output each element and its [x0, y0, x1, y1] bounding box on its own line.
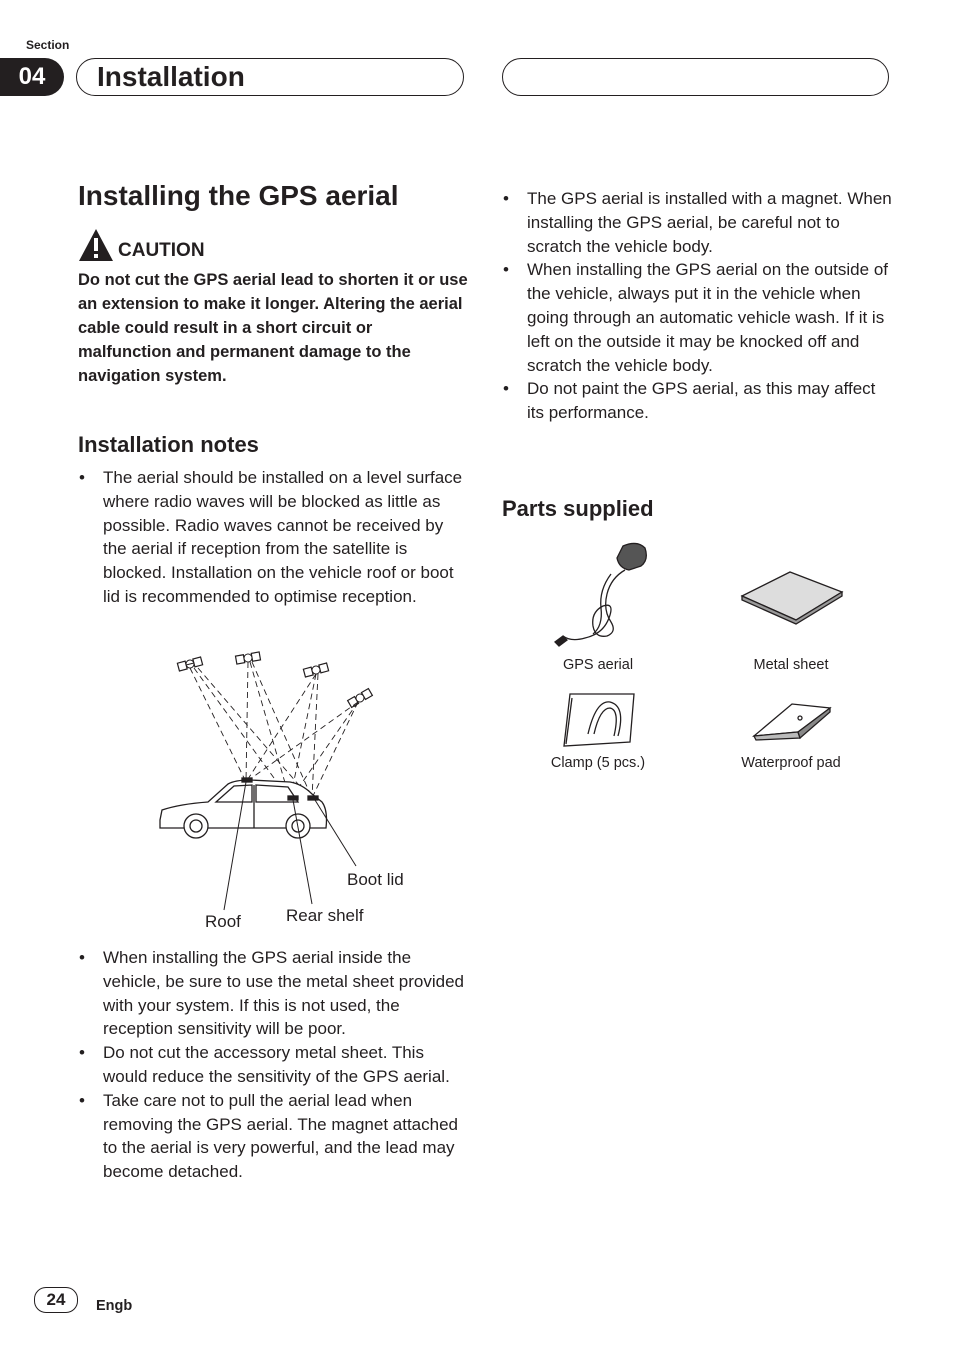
list-item: • When installing the GPS aerial inside the vehicle, be sure to use the metal sheet provided with your system. If this is not used, the reception sensitivity will be poor. — [78, 946, 470, 1041]
section-number-badge: 04 — [0, 58, 64, 96]
gps-aerial-icon — [545, 538, 655, 653]
list-item: • Take care not to pull the aerial lead when removing the GPS aerial. The magnet attached to the aerial is very powerful, and the lead may become detached. — [78, 1089, 470, 1184]
list-item: • The GPS aerial is installed with a magnet. When installing the GPS aerial, be careful not to scratch the vehicle body. — [502, 187, 894, 258]
part-caption-waterproof-pad: Waterproof pad — [741, 755, 841, 771]
page-number: 24 — [34, 1287, 78, 1313]
section-label: Section — [26, 38, 70, 52]
empty-header-box — [502, 58, 889, 96]
caution-heading — [78, 228, 205, 262]
warning-icon — [78, 228, 114, 262]
list-item: • The aerial should be installed on a level surface where radio waves will be blocked as little as possible. Radio waves cannot be received by the aerial if reception from the satellite is blocked. Installation on the vehicle roof or boot lid is recommended to optimise reception. — [78, 466, 470, 609]
part-caption-gps-aerial: GPS aerial — [562, 657, 634, 673]
label-roof: Roof — [205, 912, 241, 931]
installation-notes-heading: Installation notes — [78, 432, 259, 457]
car-icon — [160, 778, 327, 838]
caution-label: CAUTION — [118, 240, 205, 261]
list-item: • Do not paint the GPS aerial, as this may affect its performance. — [502, 377, 894, 425]
chapter-title: Installation — [97, 61, 245, 92]
language-code: Engb — [96, 1298, 133, 1314]
metal-sheet-icon — [738, 568, 848, 638]
chapter-title-box — [76, 58, 464, 96]
parts-supplied-heading: Parts supplied — [502, 496, 654, 521]
clamp-icon — [560, 690, 640, 750]
aerial-notes-list — [502, 187, 894, 425]
satellite-icon — [348, 689, 373, 708]
installation-notes-list-continued — [78, 946, 470, 1184]
list-item: • Do not cut the accessory metal sheet. This would reduce the sensitivity of the GPS aerial. — [78, 1041, 470, 1089]
waterproof-pad-icon — [752, 700, 842, 750]
car-satellite-diagram — [150, 642, 470, 842]
caution-text: Do not cut the GPS aerial lead to shorten it or use an extension to make it longer. Altering the aerial cable could result in a short circuit or malfunction and permanent damage to the navigation system. — [78, 271, 468, 385]
list-item: • When installing the GPS aerial on the outside of the vehicle, always put it in the vehicle when going through an automatic vehicle wash. If it is left on the outside it may be knocked off and scratch the vehicle body. — [502, 258, 894, 377]
part-caption-clamp: Clamp (5 pcs.) — [550, 755, 646, 771]
label-rear-shelf: Rear shelf — [286, 906, 364, 925]
page-title: Installing the GPS aerial — [78, 180, 399, 211]
installation-notes-list — [78, 466, 470, 609]
part-caption-metal-sheet: Metal sheet — [753, 657, 829, 673]
label-boot-lid: Boot lid — [347, 870, 404, 889]
